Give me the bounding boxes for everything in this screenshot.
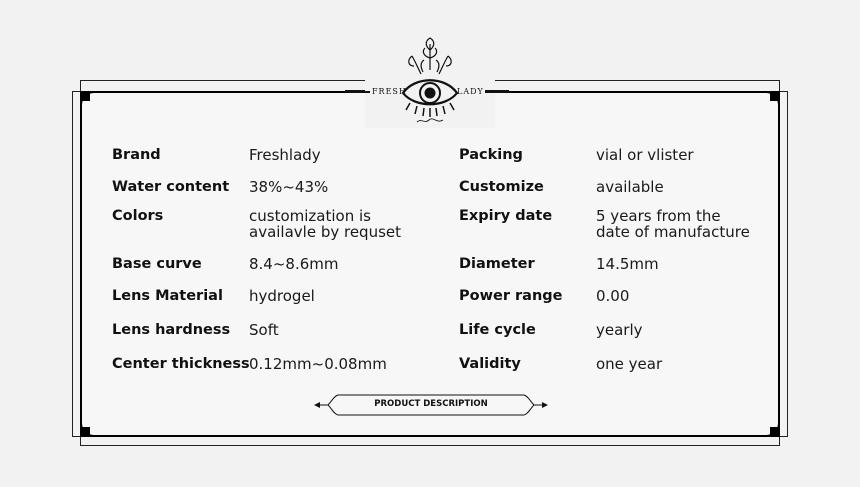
spec-label-power-range: Power range <box>459 288 563 304</box>
spec-value-colors-line2: availavle by requset <box>249 223 402 241</box>
logo-rule-left <box>345 90 365 93</box>
spec-value-diameter: 14.5mm <box>596 255 659 273</box>
spec-label-validity: Validity <box>459 356 521 372</box>
spec-value-packing: vial or vlister <box>596 146 694 164</box>
spec-value-expiry-date-line2: date of manufacture <box>596 223 750 241</box>
product-description-banner <box>312 393 550 417</box>
spec-label-expiry-date: Expiry date <box>459 208 553 224</box>
logo-rule-right <box>485 90 509 93</box>
eye-logo-icon <box>365 36 495 128</box>
product-description-label: PRODUCT DESCRIPTION <box>374 399 488 409</box>
spec-value-life-cycle: yearly <box>596 321 643 339</box>
spec-value-brand: Freshlady <box>249 146 321 164</box>
spec-value-validity: one year <box>596 355 663 373</box>
corner-ornament <box>770 427 780 437</box>
spec-value-lens-material: hydrogel <box>249 287 315 305</box>
spec-value-expiry-date-line1: 5 years from the <box>596 207 721 225</box>
spec-label-lens-material: Lens Material <box>112 288 223 304</box>
spec-label-customize: Customize <box>459 179 544 195</box>
spec-label-diameter: Diameter <box>459 256 535 272</box>
spec-label-brand: Brand <box>112 147 161 163</box>
spec-value-base-curve: 8.4~8.6mm <box>249 255 339 273</box>
spec-label-water-content: Water content <box>112 179 230 195</box>
spec-value-power-range: 0.00 <box>596 287 630 305</box>
spec-label-colors: Colors <box>112 208 164 224</box>
corner-ornament <box>80 427 90 437</box>
spec-value-water-content: 38%~43% <box>249 178 329 196</box>
spec-label-base-curve: Base curve <box>112 256 202 272</box>
spec-label-lens-hardness: Lens hardness <box>112 322 231 338</box>
spec-value-lens-hardness: Soft <box>249 321 279 339</box>
brand-logo <box>365 36 495 128</box>
spec-value-customize: available <box>596 178 664 196</box>
corner-ornament <box>770 91 780 101</box>
spec-value-colors-line1: customization is <box>249 207 371 225</box>
corner-ornament <box>80 91 90 101</box>
logo-word-right: LADY <box>457 87 484 96</box>
logo-word-left: FRESH <box>372 87 407 96</box>
spec-label-packing: Packing <box>459 147 523 163</box>
spec-value-center-thickness: 0.12mm~0.08mm <box>249 355 387 373</box>
spec-label-center-thickness: Center thickness <box>112 356 250 372</box>
spec-label-life-cycle: Life cycle <box>459 322 536 338</box>
